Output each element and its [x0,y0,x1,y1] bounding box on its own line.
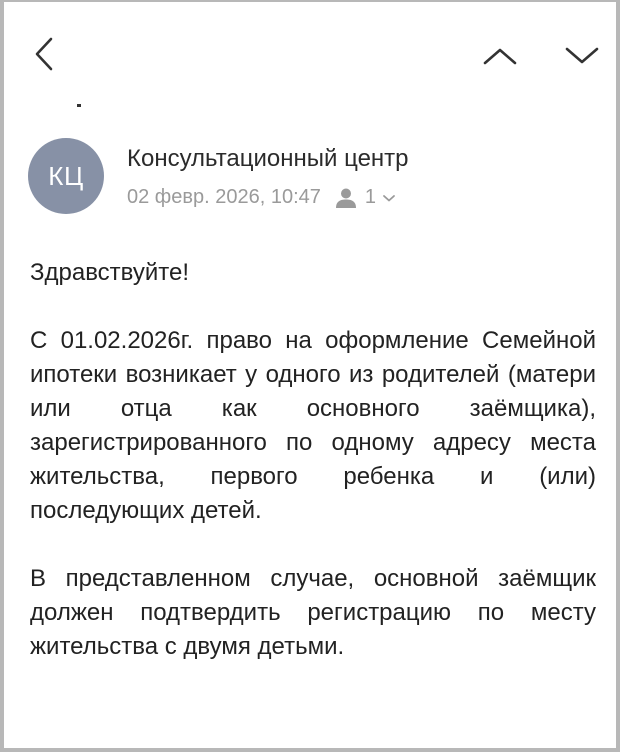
chevron-down-icon [564,45,600,67]
message-meta [127,186,396,209]
message-paragraph: В представленном случае, основной заёмщик должен подтвердить регистрацию по месту жительства с двумя детьми. [30,565,596,660]
sender-name[interactable]: Консультационный центр [127,145,409,172]
message-body [30,256,596,664]
recipients-toggle[interactable] [335,186,396,209]
chevron-left-icon [33,36,55,72]
chevron-down-icon [382,193,396,203]
previous-message-button[interactable] [478,34,522,78]
scroll-indicator [77,104,81,107]
back-button[interactable] [22,32,66,76]
avatar[interactable]: КЦ [28,138,104,214]
top-toolbar [4,2,616,92]
next-message-button[interactable] [560,34,604,78]
email-screen [4,2,616,748]
person-icon [335,187,357,209]
message-date: 02 февр. 2026, 10:47 [127,186,321,208]
recipients-count: 1 [364,186,377,208]
message-paragraph: С 01.02.2026г. право на оформление Семейной ипотеки возникает у одного из родителей (матери или отца как основного заёмщика), зарегистрированного по одному адресу места жительства, первого ребенка и (или) последующих детей. [30,327,596,524]
chevron-up-icon [482,45,518,67]
sender-header [28,138,608,218]
greeting-text: Здравствуйте! [30,259,190,286]
